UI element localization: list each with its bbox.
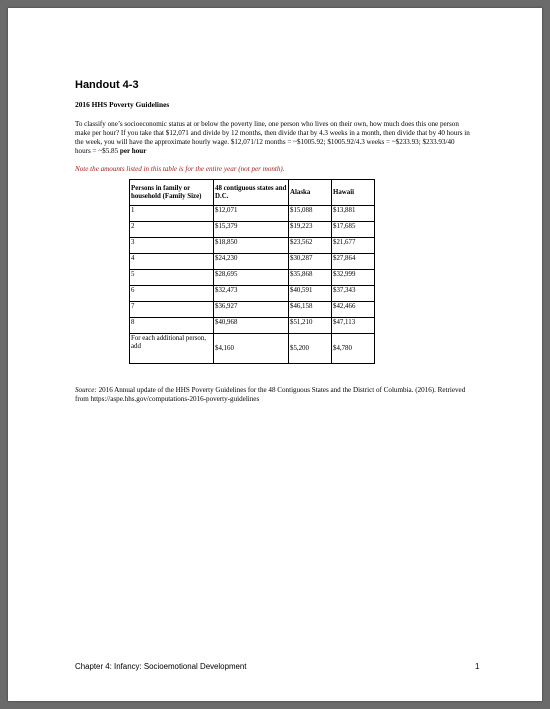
family-size-cell: 7 [130,302,214,318]
table-row [130,270,375,286]
table-note: Note the amounts listed in this table is for the entire year (not per month). [75,165,285,173]
hawaii-amount-cell: $13,881 [332,206,375,222]
hawaii-amount-cell: $21,677 [332,238,375,254]
handout-title: Handout 4-3 [75,79,139,91]
alaska-amount-cell: $5,200 [289,334,332,364]
family-size-cell: 8 [130,318,214,334]
table-row [130,206,375,222]
header-hawaii: Hawaii [332,180,375,206]
header-alaska: Alaska [289,180,332,206]
source-text: 2016 Annual update of the HHS Poverty Guidelines for the 48 Contiguous States and the District of Columbia. (2016). Retrieved from https://aspe.hhs.gov/computations-2016-poverty-guidelines [75,386,466,404]
header-48-states: 48 contiguous states and D.C. [214,180,289,206]
states-amount-cell: $12,071 [214,206,289,222]
states-amount-cell: $15,379 [214,222,289,238]
states-amount-cell: $36,927 [214,302,289,318]
table-row [130,254,375,270]
document-page [8,8,542,701]
poverty-guidelines-table [129,179,375,364]
intro-text: To classify one’s socioeconomic status at or below the poverty line, one person who lives on their own, how much does this one person make per hour? If you take that $12,071 and divide by 12 months, then divide that by 4.3 weeks in a month, then divide that by 40 hours in the week, you will have the approximate hourly wage. $12,071/12 months = ~$1005.92; $1005.92/4.3 weeks = ~$233.93; $233.93/40 hours = ~$5.85 [75,120,470,155]
table-header-row [130,180,375,206]
hawaii-amount-cell: $42,466 [332,302,375,318]
alaska-amount-cell: $46,158 [289,302,332,318]
table-row [130,318,375,334]
family-size-cell: 6 [130,286,214,302]
intro-paragraph [75,120,470,156]
alaska-amount-cell: $19,223 [289,222,332,238]
states-amount-cell: $18,850 [214,238,289,254]
table-row [130,238,375,254]
states-amount-cell: $24,230 [214,254,289,270]
footer-chapter: Chapter 4: Infancy: Socioemotional Development [75,662,247,671]
family-size-cell: 2 [130,222,214,238]
states-amount-cell: $4,160 [214,334,289,364]
family-size-cell: 4 [130,254,214,270]
family-size-cell: 3 [130,238,214,254]
alaska-amount-cell: $35,868 [289,270,332,286]
source-citation [75,386,470,404]
alaska-amount-cell: $15,088 [289,206,332,222]
states-amount-cell: $40,968 [214,318,289,334]
states-amount-cell: $28,695 [214,270,289,286]
table-row [130,286,375,302]
footer-page-number: 1 [475,662,480,671]
alaska-amount-cell: $51,210 [289,318,332,334]
source-label: Source: [75,386,97,394]
alaska-amount-cell: $40,591 [289,286,332,302]
states-amount-cell: $32,473 [214,286,289,302]
hawaii-amount-cell: $17,685 [332,222,375,238]
document-subtitle: 2016 HHS Poverty Guidelines [75,100,170,109]
table-row [130,302,375,318]
alaska-amount-cell: $23,562 [289,238,332,254]
hawaii-amount-cell: $37,343 [332,286,375,302]
intro-bold-suffix: per hour [119,146,147,155]
table-row-additional-person [130,334,375,364]
additional-person-label: For each additional person, add [130,334,214,364]
family-size-cell: 1 [130,206,214,222]
hawaii-amount-cell: $47,113 [332,318,375,334]
alaska-amount-cell: $30,287 [289,254,332,270]
family-size-cell: 5 [130,270,214,286]
hawaii-amount-cell: $27,864 [332,254,375,270]
header-family-size: Persons in family or household (Family Size) [130,180,214,206]
hawaii-amount-cell: $4,780 [332,334,375,364]
table-row [130,222,375,238]
hawaii-amount-cell: $32,999 [332,270,375,286]
